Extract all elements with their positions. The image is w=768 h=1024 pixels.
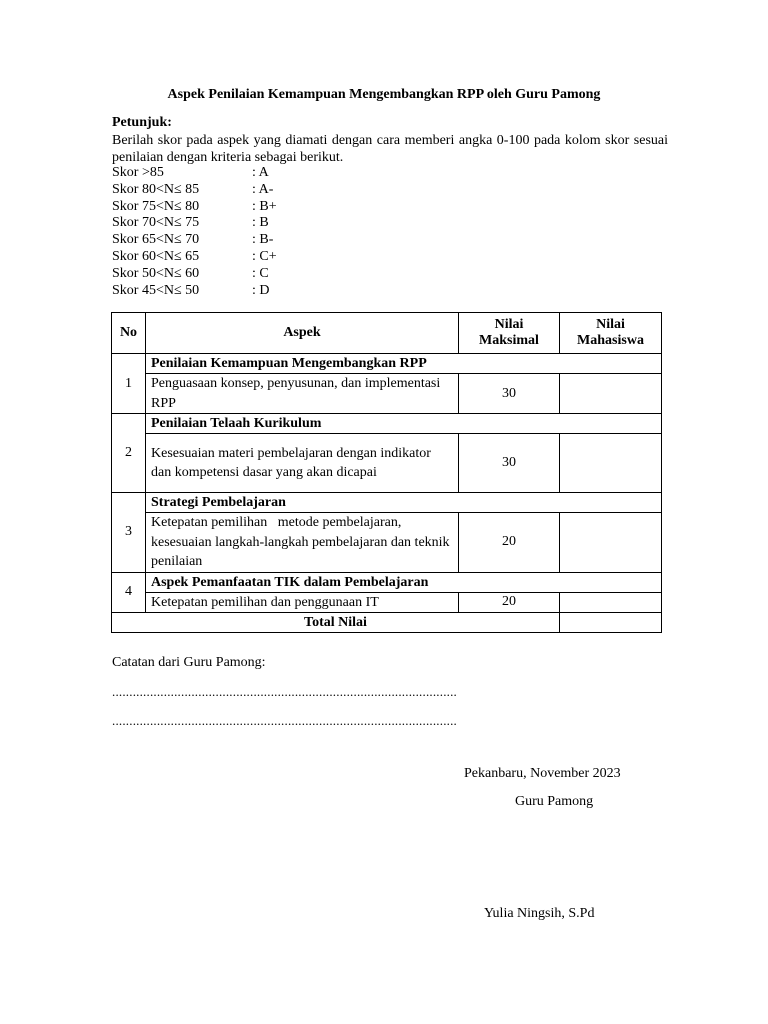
row-number: 2 <box>112 414 146 493</box>
notes-line: .................................................................................................... <box>112 684 457 699</box>
table-row <box>112 513 662 573</box>
document-title: Aspek Penilaian Kemampuan Mengembangkan RPP oleh Guru Pamong <box>167 87 601 102</box>
score-grade: : B- <box>252 232 274 248</box>
score-criteria-item <box>112 249 277 266</box>
student-score-cell[interactable] <box>560 374 662 414</box>
score-range: Skor 65<N≤ 70 <box>112 232 200 248</box>
header-no: No <box>112 313 146 354</box>
score-grade: : B <box>252 215 269 231</box>
table-row <box>112 414 662 434</box>
header-aspek: Aspek <box>146 313 459 354</box>
total-label: Total Nilai <box>112 613 560 633</box>
score-criteria-item <box>112 283 277 300</box>
section-title: Strategi Pembelajaran <box>146 493 662 513</box>
signer-name: Yulia Ningsih, S.Pd <box>484 906 595 921</box>
score-criteria-list <box>112 165 277 299</box>
score-grade: : C <box>252 265 269 281</box>
table-row <box>112 572 662 592</box>
header-nilai-maksimal <box>459 313 560 354</box>
score-range: Skor 70<N≤ 75 <box>112 215 200 231</box>
row-number: 4 <box>112 572 146 613</box>
score-grade: : C+ <box>252 248 277 264</box>
notes-line: .................................................................................................... <box>112 713 457 728</box>
score-range: Skor >85 <box>112 165 164 180</box>
table-row <box>112 354 662 374</box>
total-score-cell[interactable] <box>560 613 662 633</box>
aspect-description: Penguasaan konsep, penyusunan, dan implementasi RPP <box>146 374 459 414</box>
student-score-cell[interactable] <box>560 592 662 613</box>
table-row <box>112 434 662 493</box>
score-criteria-item <box>112 232 277 249</box>
header-nilai-mahasiswa <box>560 313 662 354</box>
notes-label: Catatan dari Guru Pamong: <box>112 655 266 670</box>
table-row <box>112 374 662 414</box>
score-criteria-item <box>112 266 277 283</box>
score-range: Skor 80<N≤ 85 <box>112 181 200 197</box>
row-number: 1 <box>112 354 146 414</box>
score-criteria-item <box>112 199 277 216</box>
header-nilai-mahasiswa-line2: Mahasiswa <box>577 333 644 348</box>
score-grade: : D <box>252 282 270 298</box>
score-grade: : A <box>252 165 269 180</box>
section-title: Penilaian Telaah Kurikulum <box>146 414 662 434</box>
student-score-cell[interactable] <box>560 513 662 573</box>
student-score-cell[interactable] <box>560 434 662 493</box>
signer-role: Guru Pamong <box>515 794 594 809</box>
row-number: 3 <box>112 493 146 573</box>
max-score: 30 <box>459 374 560 414</box>
score-range: Skor 60<N≤ 65 <box>112 248 200 264</box>
table-header-row <box>112 313 662 354</box>
score-range: Skor 75<N≤ 80 <box>112 198 200 214</box>
aspect-description: Kesesuaian materi pembelajaran dengan indikator dan kompetensi dasar yang akan dicapai <box>146 434 459 493</box>
section-title: Penilaian Kemampuan Mengembangkan RPP <box>146 354 662 374</box>
max-score: 20 <box>459 592 560 613</box>
header-nilai-maksimal-line1: Nilai <box>494 317 524 332</box>
instructions-text: Berilah skor pada aspek yang diamati dengan cara memberi angka 0-100 pada kolom skor sesuai penilaian dengan kriteria sebagai berikut. <box>112 133 668 165</box>
table-row <box>112 592 662 613</box>
score-criteria-item <box>112 165 277 182</box>
score-range: Skor 50<N≤ 60 <box>112 265 200 281</box>
score-grade: : A- <box>252 181 274 197</box>
header-nilai-maksimal-line2: Maksimal <box>479 333 539 348</box>
total-row <box>112 613 662 633</box>
score-range: Skor 45<N≤ 50 <box>112 282 200 298</box>
aspect-description: Ketepatan pemilihan dan penggunaan IT <box>146 592 459 613</box>
section-title: Aspek Pemanfaatan TIK dalam Pembelajaran <box>146 572 662 592</box>
place-date: Pekanbaru, November 2023 <box>464 766 621 781</box>
max-score: 20 <box>459 513 560 573</box>
score-grade: : B+ <box>252 198 277 214</box>
score-criteria-item <box>112 215 277 232</box>
assessment-table <box>111 312 662 633</box>
header-nilai-mahasiswa-line1: Nilai <box>596 317 625 332</box>
instructions-heading: Petunjuk: <box>112 115 172 130</box>
max-score: 30 <box>459 434 560 493</box>
score-criteria-item <box>112 182 277 199</box>
aspect-description: Ketepatan pemilihan metode pembelajaran, kesesuaian langkah-langkah pembelajaran dan teknik penilaian <box>146 513 459 573</box>
table-row <box>112 493 662 513</box>
